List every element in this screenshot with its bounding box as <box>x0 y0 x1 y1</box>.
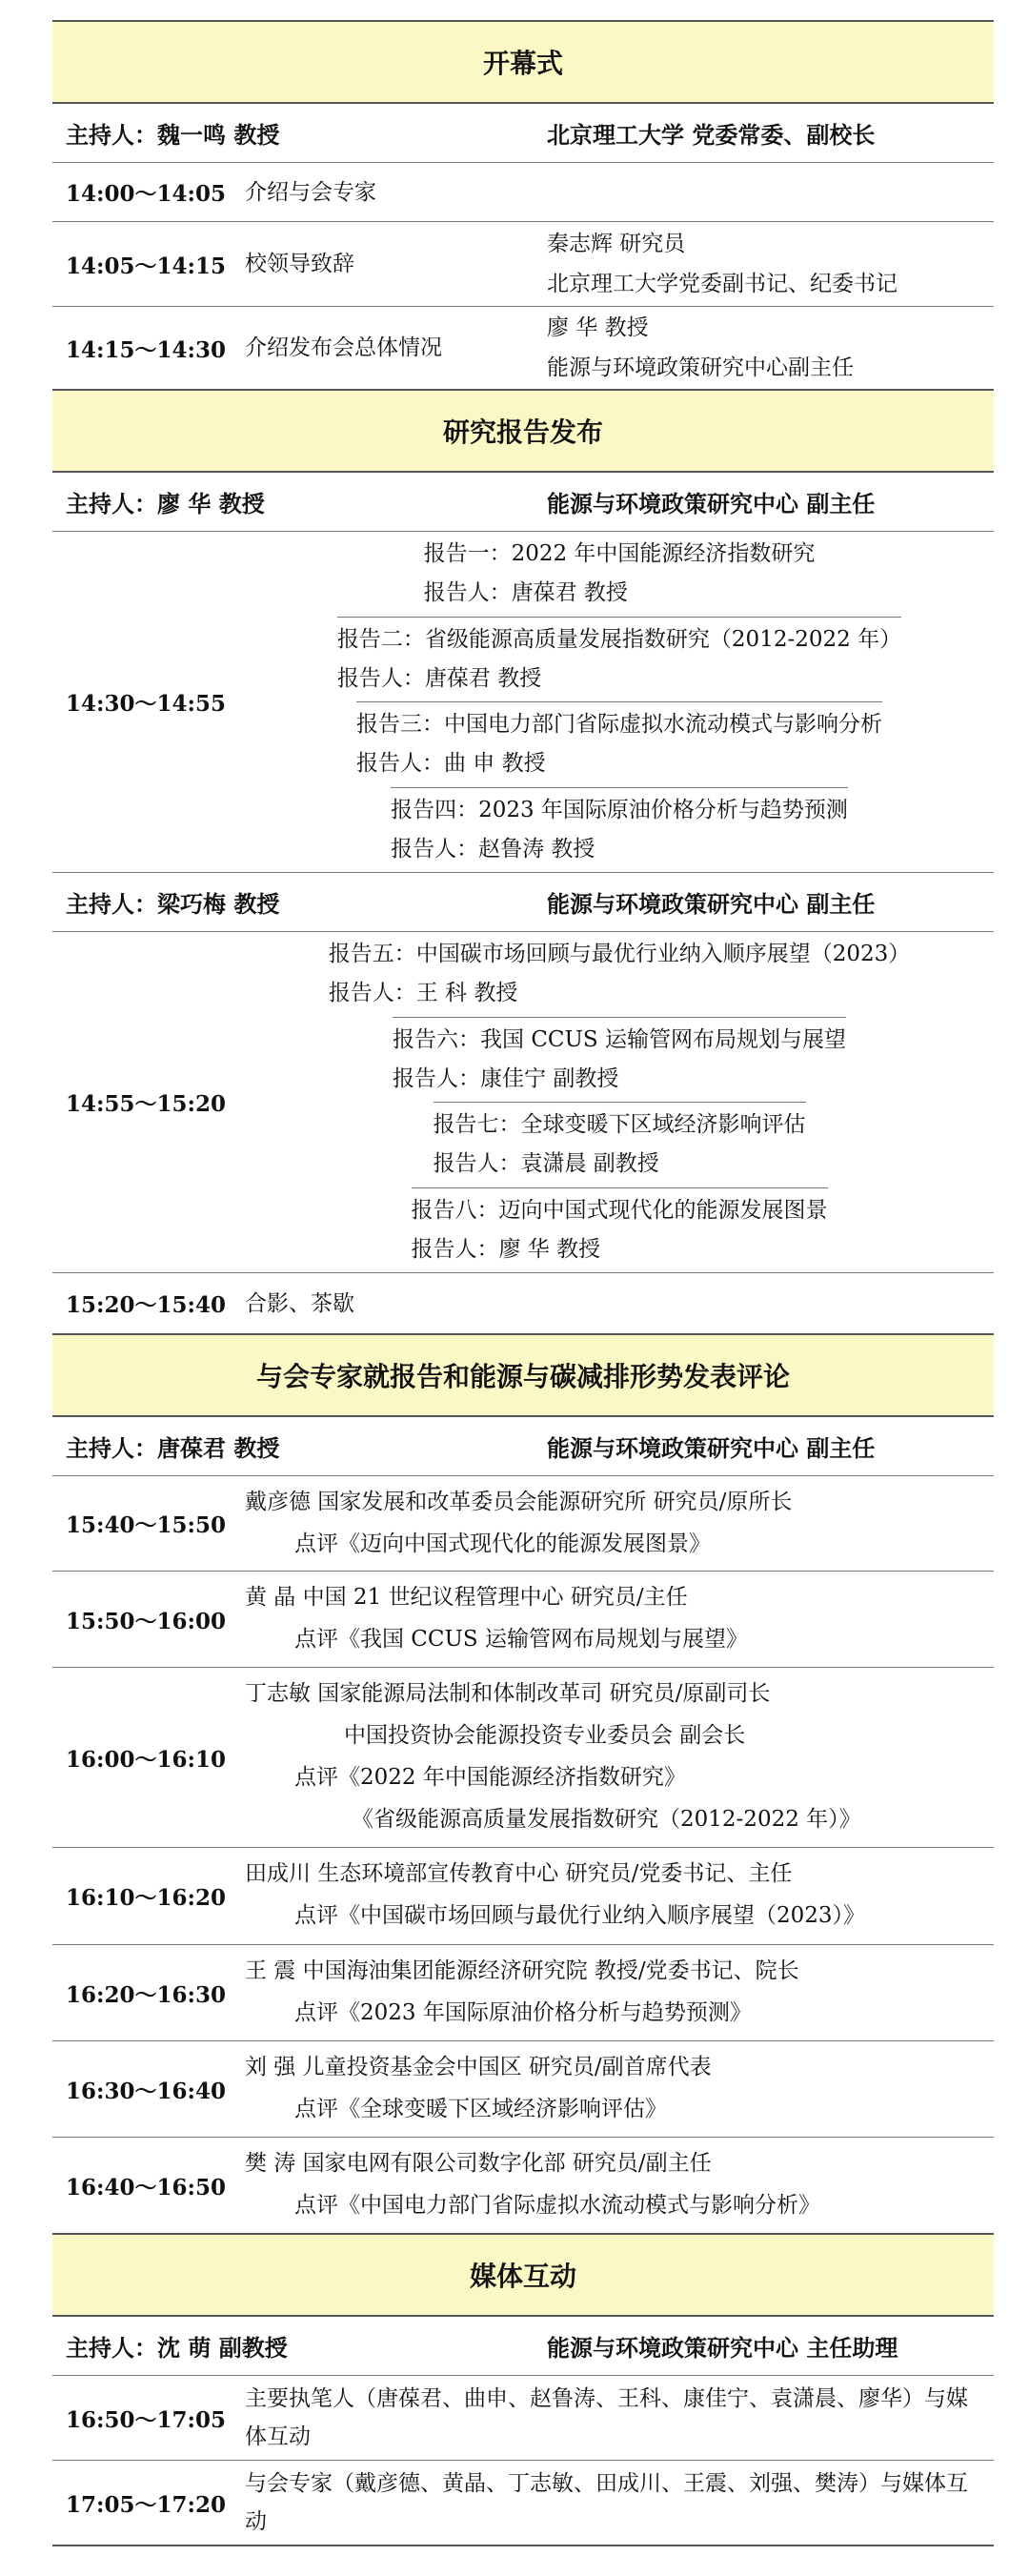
item-text: 与会专家（戴彦德、黄晶、丁志敏、田成川、王震、刘强、樊涛）与媒体互动 <box>245 2471 968 2534</box>
host-title: 能源与环境政策研究中心 副主任 <box>547 1434 876 1462</box>
host-title: 能源与环境政策研究中心 副主任 <box>547 490 876 517</box>
host-name: 主持人：廖 华 教授 <box>66 490 265 517</box>
commenter: 刘 强 儿童投资基金会中国区 研究员/副首席代表 <box>245 2055 712 2079</box>
schedule-row <box>52 1273 994 1333</box>
schedule-row <box>52 307 994 389</box>
item-text: 校领导致辞 <box>245 252 354 276</box>
commenter-affiliation: 中国投资协会能源投资专业委员会 副会长 <box>344 1723 746 1748</box>
schedule-row <box>52 2138 994 2233</box>
report-item <box>329 932 911 1017</box>
comment-topic: 点评《迈向中国式现代化的能源发展图景》 <box>294 1531 711 1556</box>
report-item <box>434 1102 806 1187</box>
host-row <box>52 104 994 162</box>
item-text: 主要执笔人（唐葆君、曲申、赵鲁涛、王科、康佳宁、袁潇晨、廖华）与媒体互动 <box>245 2386 968 2449</box>
time-slot: 15:50～16:00 <box>66 1608 227 1634</box>
section-header-comments: 与会专家就报告和能源与碳减排形势发表评论 <box>52 1335 994 1415</box>
host-name: 主持人：梁巧梅 教授 <box>66 890 280 918</box>
report-title: 报告二：省级能源高质量发展指数研究（2012-2022 年） <box>336 626 902 652</box>
report-presenter: 报告人：王 科 教授 <box>328 981 518 1006</box>
report-presenter: 报告人：袁潇晨 副教授 <box>433 1151 659 1177</box>
schedule-row <box>52 532 994 872</box>
schedule-row <box>52 163 994 221</box>
commenter: 丁志敏 国家能源局法制和体制改革司 研究员/原副司长 <box>245 1681 771 1706</box>
section-header-opening: 开幕式 <box>52 22 994 102</box>
commenter: 戴彦德 国家发展和改革委员会能源研究所 研究员/原所长 <box>245 1490 793 1514</box>
commenter: 田成川 生态环境部宣传教育中心 研究员/党委书记、主任 <box>245 1861 793 1886</box>
host-row <box>52 873 994 931</box>
comment-topic: 点评《中国电力部门省际虚拟水流动模式与影响分析》 <box>294 2193 820 2218</box>
schedule-row <box>52 1476 994 1571</box>
time-slot: 16:30～16:40 <box>66 2078 227 2104</box>
time-slot: 16:00～16:10 <box>66 1746 227 1773</box>
comment-topic: 《省级能源高质量发展指数研究（2012-2022 年）》 <box>352 1807 861 1832</box>
schedule-row <box>52 1848 994 1944</box>
commenter: 王 震 中国海油集团能源经济研究院 教授/党委书记、院长 <box>245 1958 799 1983</box>
speaker-name: 廖 华 教授 <box>547 315 649 340</box>
time-slot: 16:10～16:20 <box>66 1885 227 1911</box>
comment-topic: 点评《中国碳市场回顾与最优行业纳入顺序展望（2023）》 <box>294 1903 866 1928</box>
comment-topic: 点评《我国 CCUS 运输管网布局规划与展望》 <box>294 1627 748 1652</box>
time-slot: 16:50～17:05 <box>66 2406 227 2433</box>
commenter: 樊 涛 国家电网有限公司数字化部 研究员/副主任 <box>245 2151 712 2176</box>
time-slot: 15:40～15:50 <box>66 1512 227 1538</box>
host-row <box>52 473 994 531</box>
report-item <box>356 701 882 787</box>
time-slot: 16:20～16:30 <box>66 1981 227 2008</box>
speaker-title: 能源与环境政策研究中心副主任 <box>547 355 854 380</box>
time-slot: 14:00～14:05 <box>66 181 227 207</box>
schedule-table <box>52 20 994 2546</box>
schedule-row <box>52 2376 994 2460</box>
report-item <box>393 1017 846 1103</box>
speaker-name: 秦志辉 研究员 <box>547 232 686 256</box>
report-item <box>337 617 901 702</box>
host-name: 主持人：魏一鸣 教授 <box>66 121 280 149</box>
time-slot: 14:30～14:55 <box>66 691 227 717</box>
report-presenter: 报告人：曲 申 教授 <box>356 751 546 777</box>
time-slot: 14:05～14:15 <box>66 253 227 279</box>
host-title: 北京理工大学 党委常委、副校长 <box>547 121 876 149</box>
item-text: 合影、茶歇 <box>245 1290 354 1316</box>
schedule-row <box>52 222 994 306</box>
time-slot: 14:55～15:20 <box>66 1091 227 1117</box>
item-text: 介绍与会专家 <box>245 179 376 205</box>
time-slot: 16:40～16:50 <box>66 2174 227 2201</box>
host-title: 能源与环境政策研究中心 副主任 <box>547 890 876 918</box>
report-presenter: 报告人：廖 华 教授 <box>411 1236 601 1262</box>
report-title: 报告一：2022 年中国能源经济指数研究 <box>423 541 816 567</box>
report-title: 报告七：全球变暖下区域经济影响评估 <box>433 1112 806 1138</box>
report-title: 报告六：我国 CCUS 运输管网布局规划与展望 <box>393 1026 846 1052</box>
report-item <box>412 1187 828 1273</box>
schedule-row <box>52 1572 994 1667</box>
report-title: 报告四：2023 年国际原油价格分析与趋势预测 <box>391 797 848 822</box>
time-slot: 14:15～14:30 <box>66 336 227 363</box>
host-row <box>52 2317 994 2375</box>
report-title: 报告三：中国电力部门省际虚拟水流动模式与影响分析 <box>356 712 882 738</box>
commenter: 黄 晶 中国 21 世纪议程管理中心 研究员/主任 <box>245 1585 688 1610</box>
host-name: 主持人：唐葆君 教授 <box>66 1434 280 1462</box>
schedule-row <box>52 1668 994 1847</box>
schedule-row <box>52 2041 994 2137</box>
section-header-media: 媒体互动 <box>52 2235 994 2315</box>
time-slot: 17:05～17:20 <box>66 2491 227 2518</box>
time-slot: 15:20～15:40 <box>66 1292 227 1318</box>
report-title: 报告五：中国碳市场回顾与最优行业纳入顺序展望（2023） <box>328 942 911 967</box>
speaker-title: 北京理工大学党委副书记、纪委书记 <box>547 272 898 296</box>
schedule-row <box>52 2461 994 2545</box>
report-presenter: 报告人：唐葆君 教授 <box>423 580 628 606</box>
section-header-reports: 研究报告发布 <box>52 391 994 471</box>
schedule-row <box>52 1945 994 2040</box>
item-text: 介绍发布会总体情况 <box>245 335 442 360</box>
report-title: 报告八：迈向中国式现代化的能源发展图景 <box>411 1197 828 1223</box>
host-title: 能源与环境政策研究中心 主任助理 <box>547 2334 898 2362</box>
report-item <box>391 787 848 873</box>
schedule-row <box>52 932 994 1272</box>
comment-topic: 点评《2022 年中国能源经济指数研究》 <box>294 1765 686 1790</box>
report-presenter: 报告人：赵鲁涛 教授 <box>391 836 595 862</box>
report-item <box>424 532 816 617</box>
host-name: 主持人：沈 萌 副教授 <box>66 2334 288 2362</box>
comment-topic: 点评《2023 年国际原油价格分析与趋势预测》 <box>294 2000 752 2025</box>
host-row <box>52 1417 994 1475</box>
report-presenter: 报告人：康佳宁 副教授 <box>393 1065 619 1091</box>
report-presenter: 报告人：唐葆君 教授 <box>336 665 542 691</box>
comment-topic: 点评《全球变暖下区域经济影响评估》 <box>294 2097 667 2121</box>
